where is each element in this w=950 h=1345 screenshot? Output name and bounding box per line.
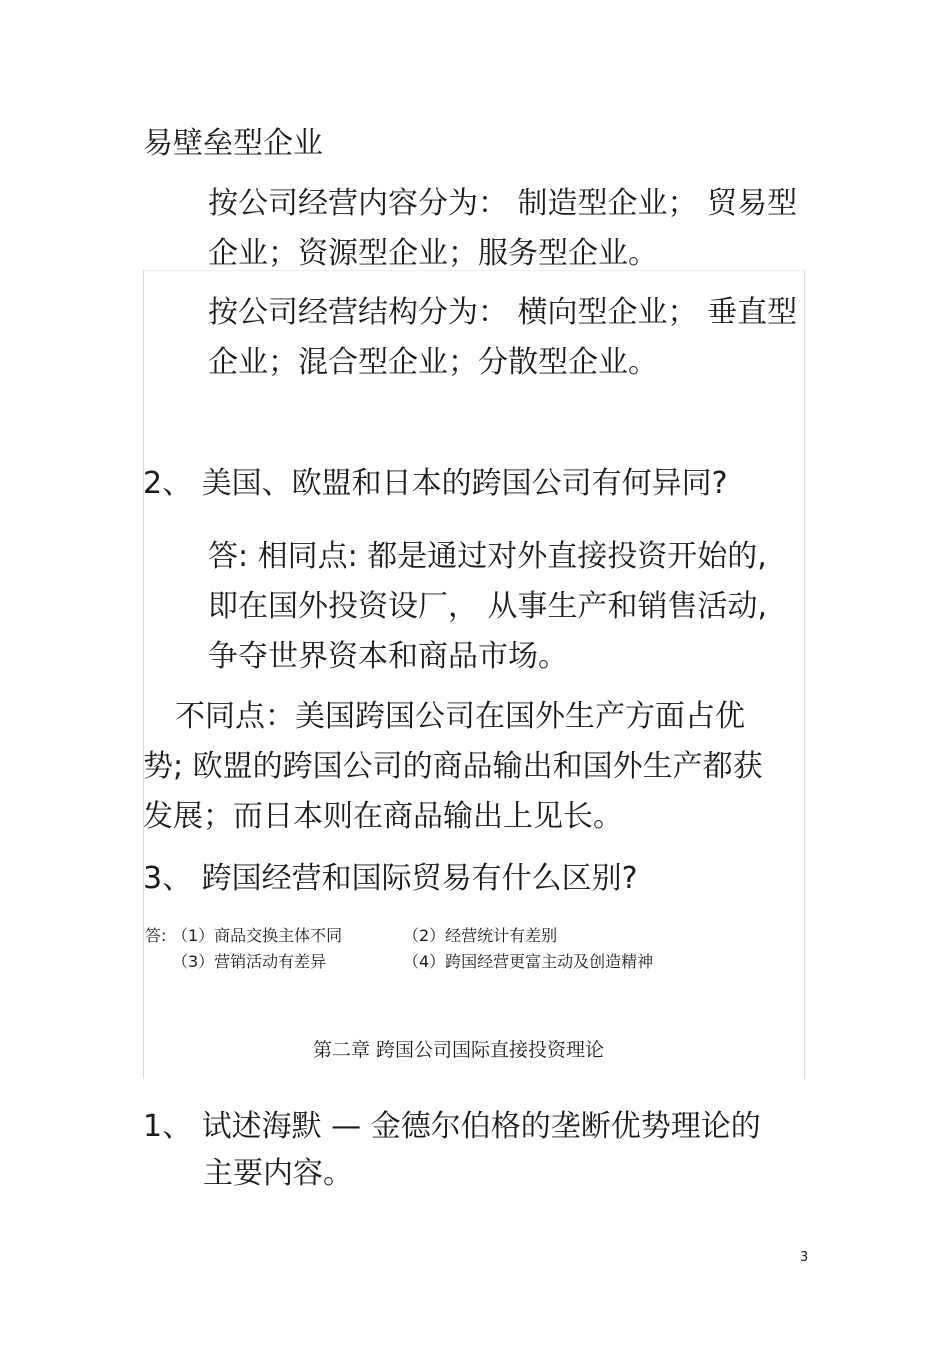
text-line: 发展；而日本则在商品输出上见长。 xyxy=(143,799,623,834)
chapter-title: 第二章 跨国公司国际直接投资理论 xyxy=(313,1039,605,1061)
text-line: 答: 相同点: 都是通过对外直接投资开始的, xyxy=(208,539,767,574)
text-line: 企业；混合型企业；分散型企业。 xyxy=(208,345,658,380)
question-2-heading: 2、 美国、欧盟和日本的跨国公司有何异同? xyxy=(143,466,728,501)
text-line: 主要内容。 xyxy=(203,1156,353,1191)
text-line: 即在国外投资设厂， 从事生产和销售活动, xyxy=(208,589,768,624)
text-line: 易壁垒型企业 xyxy=(143,126,323,161)
page-number: 3 xyxy=(800,1250,809,1265)
answer-item: （1）商品交换主体不同 xyxy=(172,926,343,945)
question-1-heading: 1、 试述海默 — 金德尔伯格的垄断优势理论的 xyxy=(143,1109,761,1144)
text-line: 按公司经营内容分为： 制造型企业； 贸易型 xyxy=(208,186,798,221)
text-line: 企业；资源型企业；服务型企业。 xyxy=(208,236,658,271)
text-line: 争夺世界资本和商品市场。 xyxy=(208,639,568,674)
answer-item: （2）经营统计有差别 xyxy=(403,926,558,945)
text-line: 按公司经营结构分为： 横向型企业； 垂直型 xyxy=(208,295,798,330)
text-line: 势; 欧盟的跨国公司的商品输出和国外生产都获 xyxy=(143,749,763,784)
answer-item: （3）营销活动有差异 xyxy=(172,952,327,971)
answer-prefix: 答: xyxy=(145,926,167,945)
question-3-heading: 3、 跨国经营和国际贸易有什么区别? xyxy=(143,861,638,896)
text-line: 不同点：美国跨国公司在国外生产方面占优 xyxy=(175,699,745,734)
answer-item: （4）跨国经营更富主动及创造精神 xyxy=(403,952,654,971)
